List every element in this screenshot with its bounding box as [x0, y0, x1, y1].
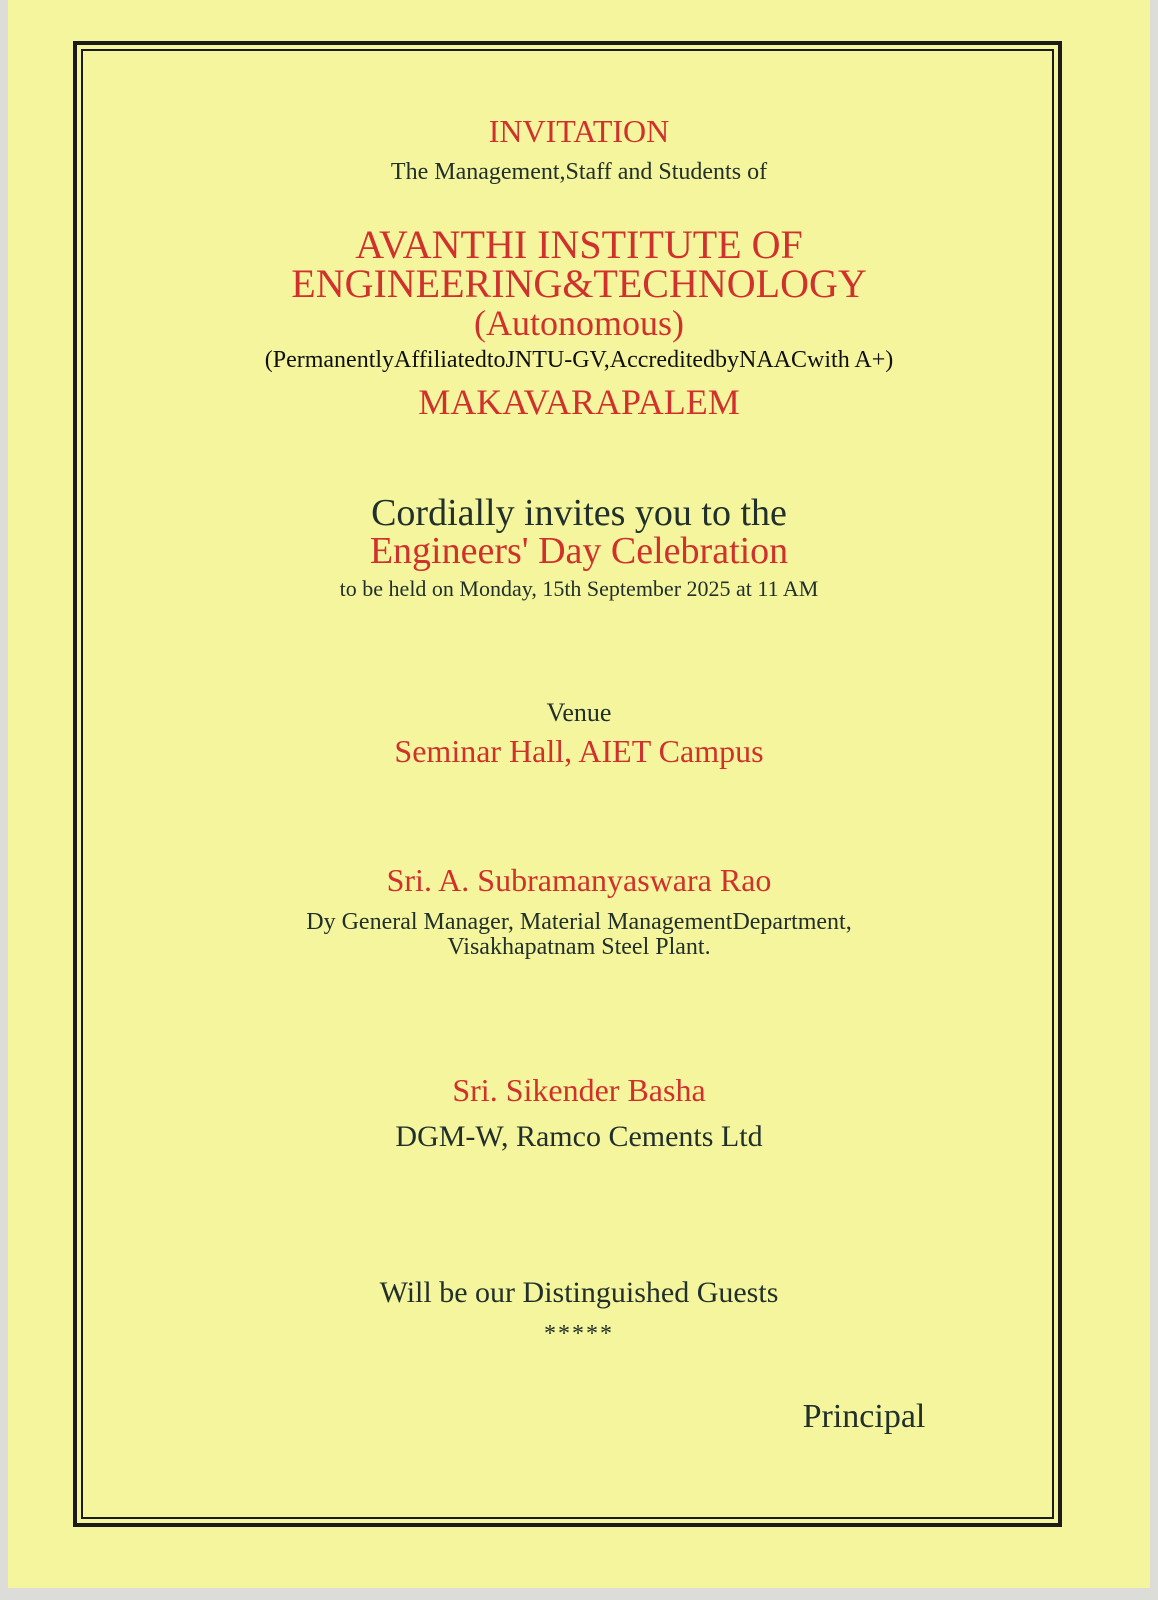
closing-text: Will be our Distinguished Guests	[379, 1276, 779, 1309]
invitation-heading: INVITATION	[488, 113, 670, 149]
event-name: Engineers' Day Celebration	[369, 530, 789, 572]
institute-status: (Autonomous)	[474, 303, 684, 343]
venue-place: Seminar Hall, AIET Campus	[394, 733, 764, 769]
invite-line: Cordially invites you to the	[371, 492, 787, 534]
invitation-card	[8, 0, 1150, 1588]
institute-affiliation: (PermanentlyAffiliatedtoJNTU-GV,AccreditedbyNAACwith A+)	[264, 347, 894, 373]
institute-name-line2: ENGINEERING&TECHNOLOGY	[291, 261, 867, 306]
guest-designation-line1: DGM-W, Ramco Cements Ltd	[395, 1120, 763, 1153]
signatory: Principal	[802, 1398, 926, 1435]
guest-designation-line1: Dy General Manager, Material ManagementDepartment,	[306, 909, 852, 935]
event-schedule: to be held on Monday, 15th September 2025 at 11 AM	[339, 576, 819, 601]
guest-name: Sri. A. Subramanyaswara Rao	[386, 862, 772, 898]
guest-name: Sri. Sikender Basha	[452, 1072, 706, 1108]
venue-label: Venue	[546, 698, 612, 727]
separator-stars: *****	[544, 1321, 614, 1347]
intro-line: The Management,Staff and Students of	[390, 159, 768, 185]
institute-name-line1: AVANTHI INSTITUTE OF	[355, 222, 803, 267]
institute-location: MAKAVARAPALEM	[418, 382, 740, 422]
guest-designation-line2: Visakhapatnam Steel Plant.	[447, 934, 711, 960]
